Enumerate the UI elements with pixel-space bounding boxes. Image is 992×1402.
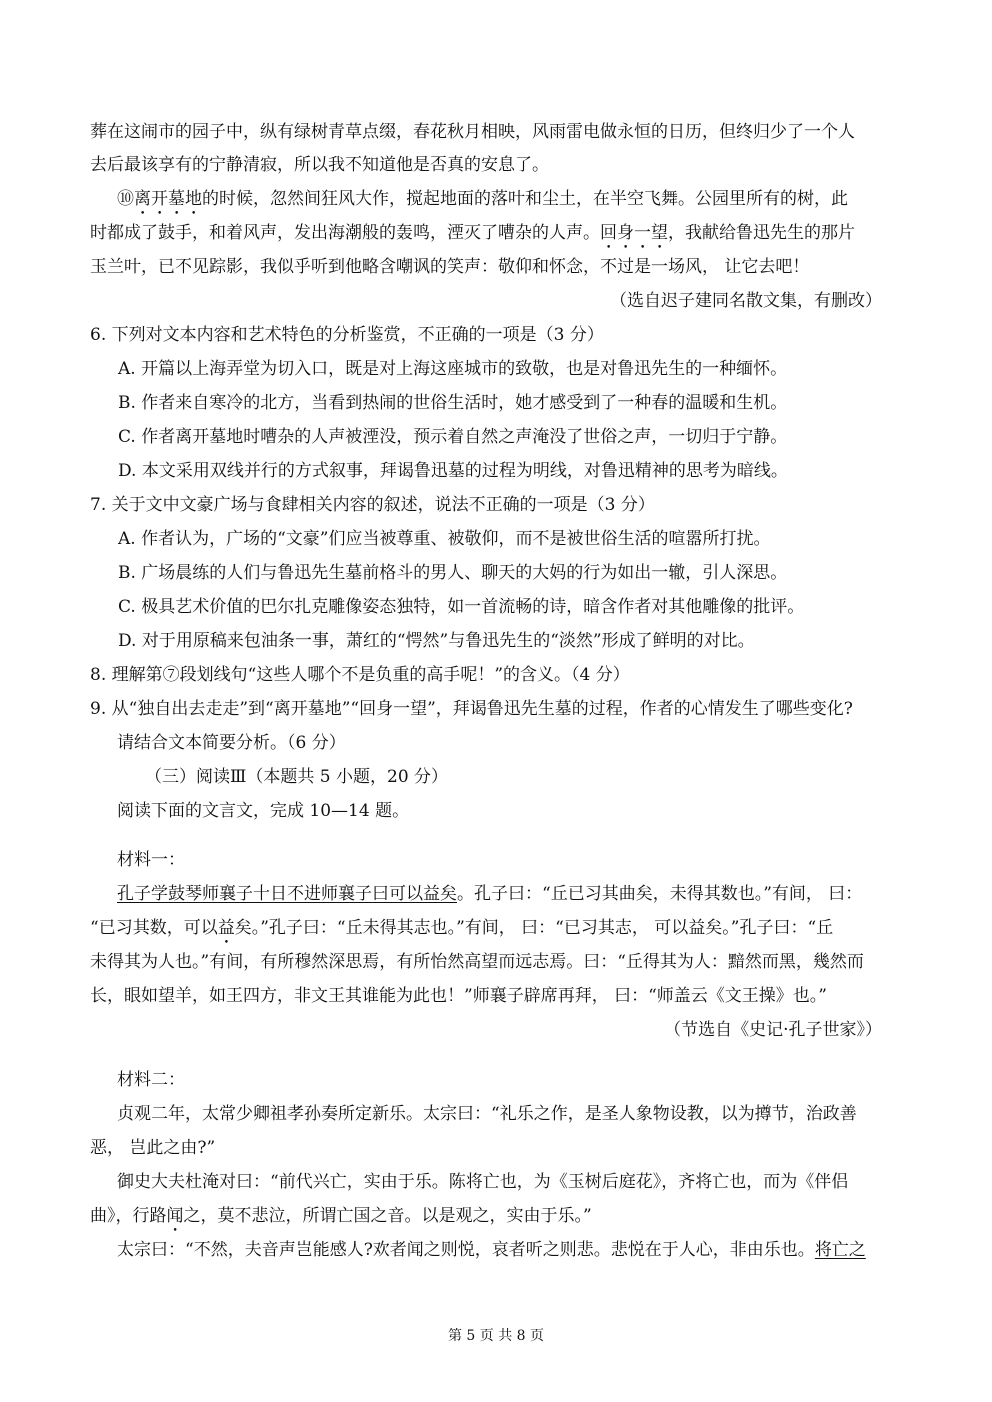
source-citation: （节选自《史记·孔子世家》） (664, 1020, 882, 1040)
emphasized-character: 闻 (166, 1206, 184, 1226)
material-text: 之，莫不悲泣，所谓亡国之音。以是观之，实由于乐。” (183, 1206, 592, 1226)
question-8-stem: 8. 理解第⑦段划线句“这些人哪个不是负重的高手呢！”的含义。（4 分） (90, 665, 630, 685)
question-7-stem: 7. 关于文中文豪广场与食肆相关内容的叙述，说法不正确的一项是（3 分） (90, 495, 655, 515)
passage-text: 时都成了鼓手，和着风声，发出海潮般的轰鸣，湮灭了嘈杂的人声。 (90, 223, 600, 243)
material-1-line (117, 882, 862, 906)
question-7-option-b: B. 广场晨练的人们与鲁迅先生墓前格斗的男人、聊天的大妈的行为如出一辙，引人深思。 (118, 563, 788, 583)
passage-line: 去后最该享有的宁静清寂，所以我不知道他是否真的安息了。 (90, 155, 549, 175)
paragraph-number: ⑩ (117, 189, 134, 209)
material-1-line: 长，眼如望羊，如王四方，非文王其谁能为此也！”师襄子辟席再拜， 曰：“师盖云《文王操》也。” (90, 986, 827, 1006)
underlined-sentence: 将亡之 (814, 1240, 866, 1260)
material-2-line (117, 1238, 866, 1262)
emphasized-phrase: 离开墓地 (134, 189, 202, 209)
material-text: 曲》，行路 (90, 1206, 167, 1226)
material-1-line: 未得其为人也。”有间，有所穆然深思焉，有所怡然高望而远志焉。曰：“丘得其为人：黯然而黑，幾然而 (90, 952, 864, 972)
material-2-line: 恶， 岂此之由?” (90, 1138, 216, 1158)
question-6-stem: 6. 下列对文本内容和艺术特色的分析鉴赏，不正确的一项是（3 分） (90, 325, 604, 345)
material-2-line: 御史大夫杜淹对曰：“前代兴亡，实由于乐。陈将亡也，为《玉树后庭花》，齐将亡也，而为《伴侣 (117, 1172, 849, 1192)
material-2-label: 材料二： (117, 1070, 185, 1090)
question-7-option-d: D. 对于用原稿来包油条一事，萧红的“愕然”与鲁迅先生的“淡然”形成了鲜明的对比。 (118, 631, 755, 651)
source-citation: （选自迟子建同名散文集，有删改） (610, 291, 882, 311)
question-7-option-c: C. 极具艺术价值的巴尔扎克雕像姿态独特，如一首流畅的诗，暗含作者对其他雕像的批评。 (118, 597, 805, 617)
question-6-option-d: D. 本文采用双线并行的方式叙事，拜谒鲁迅墓的过程为明线，对鲁迅精神的思考为暗线。 (118, 461, 788, 481)
material-2-line (90, 1204, 592, 1236)
paragraph-10-line: 玉兰叶，已不见踪影，我似乎听到他略含嘲讽的笑声：敬仰和怀念，不过是一场风， 让它去吧！ (90, 257, 810, 277)
material-text: 。孔子曰：“丘已习其曲矣，未得其数也。”有间， 曰： (457, 884, 863, 904)
question-9-stem-continued: 请结合文本简要分析。（6 分） (117, 733, 346, 753)
page-footer: 第 5 页 共 8 页 (447, 1328, 545, 1344)
question-9-stem: 9. 从“独自出去走走”到“离开墓地”“回身一望”，拜谒鲁迅先生墓的过程，作者的心情发生了哪些变化? (90, 699, 853, 719)
section-instruction: 阅读下面的文言文，完成 10—14 题。 (117, 801, 410, 821)
question-6-option-b: B. 作者来自寒冷的北方，当看到热闹的世俗生活时，她才感受到了一种春的温暖和生机。 (118, 393, 788, 413)
material-1-line (90, 916, 833, 948)
material-2-line: 贞观二年，太常少卿祖孝孙奏所定新乐。太宗曰：“礼乐之作，是圣人象物设教，以为撙节，治政善 (117, 1104, 857, 1124)
emphasized-character: 益 (217, 918, 235, 938)
section-title: （三）阅读Ⅲ（本题共 5 小题，20 分） (145, 767, 449, 787)
question-6-option-a: A. 开篇以上海弄堂为切入口，既是对上海这座城市的致敬，也是对鲁迅先生的一种缅怀。 (118, 359, 788, 379)
question-6-option-c: C. 作者离开墓地时嘈杂的人声被湮没，预示着自然之声淹没了世俗之声，一切归于宁静。 (118, 427, 788, 447)
paragraph-10-line (90, 221, 855, 253)
question-7-option-a: A. 作者认为，广场的“文豪”们应当被尊重、被敬仰，而不是被世俗生活的喧嚣所打扰。 (118, 529, 771, 549)
underlined-sentence: 孔子学鼓琴师襄子十日不进师襄子曰可以益矣 (117, 884, 457, 904)
passage-text: 的时候，忽然间狂风大作，搅起地面的落叶和尘土，在半空飞舞。公园里所有的树，此 (202, 189, 848, 209)
paragraph-10-line (117, 187, 848, 219)
passage-line: 葬在这闹市的园子中，纵有绿树青草点缀，春花秋月相映，风雨雷电做永恒的日历，但终归少了一个人 (90, 122, 855, 142)
material-1-label: 材料一： (117, 850, 185, 870)
emphasized-phrase: 回身一望 (600, 223, 668, 243)
material-text: “已习其数，可以 (90, 918, 218, 938)
material-text: 矣。”孔子曰：“丘未得其志也。”有间， 曰：“已习其志， 可以益矣。”孔子曰：“丘 (234, 918, 834, 938)
passage-text: ，我献给鲁迅先生的那片 (668, 223, 855, 243)
material-text: 太宗曰：“不然，夫音声岂能感人?欢者闻之则悦，哀者听之则悲。悲悦在于人心，非由乐也。 (117, 1240, 815, 1260)
